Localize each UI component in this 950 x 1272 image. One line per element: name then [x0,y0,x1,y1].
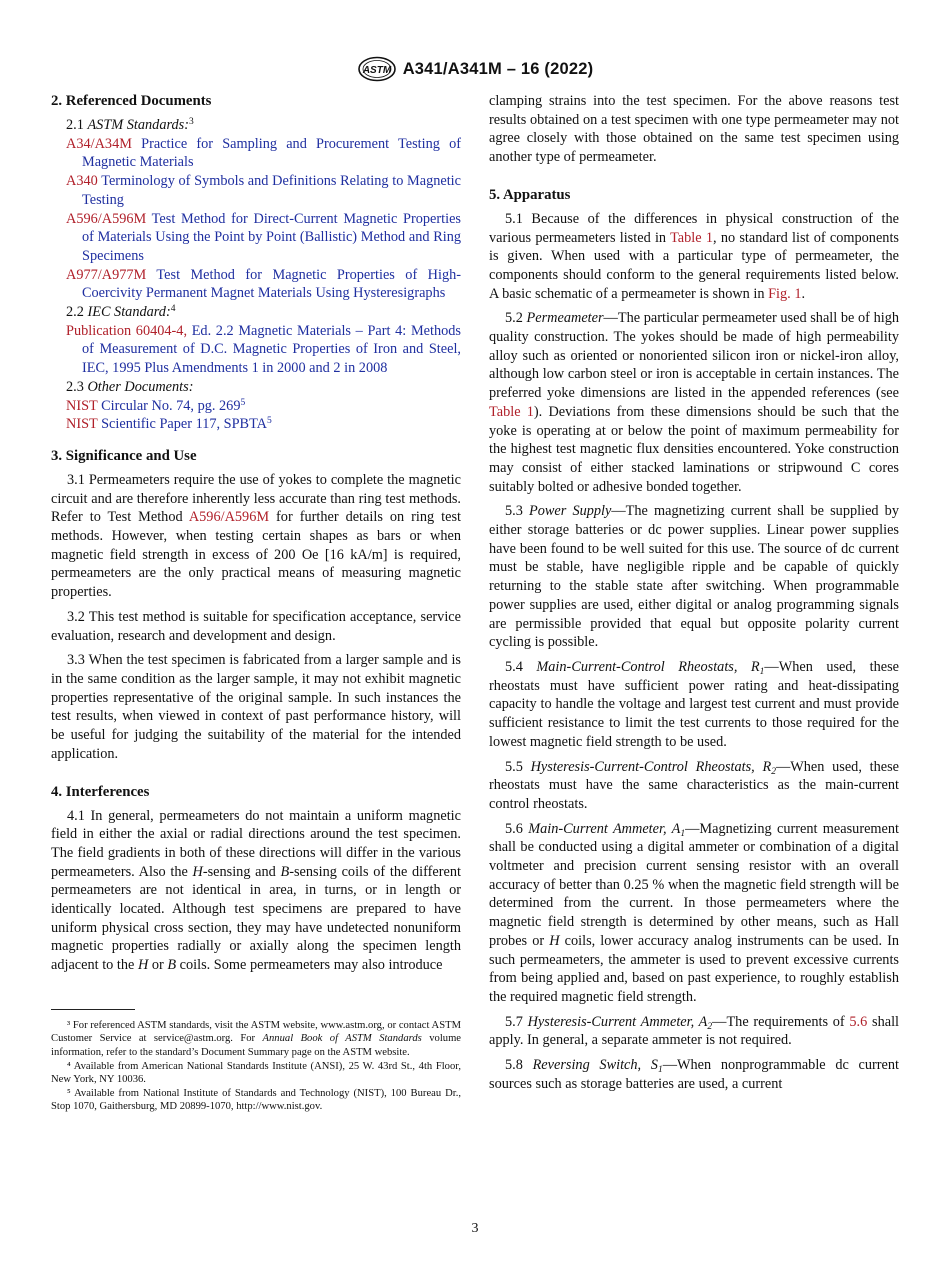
section-2-heading: 2. Referenced Documents [51,93,212,109]
astm-standards-label: 2.1 ASTM Standards:$^3$ [66,117,194,133]
paragraph-5-6: 5.6 Main-Current Ammeter, $A_1—Magnetizing$ current measurement shall be conducted using a digital ammeter or combination of a digital voltmeter and precision current sensing resistor with an overall accuracy of better than 0.25 % when the magnetic field strength will be determined from the current. In those permeameters where the magnetic field strength is determined by other means, such as Hall probes or H coils, lower accuracy analog instruments can be used. In such permeameters, the ammeter is used to prevent excessive currents from being applied and, based on past experience, to roughly establish the required magnetic field strength. [489,820,900,1005]
astm-logo-icon [357,56,397,82]
section-5-heading: 5. Apparatus [489,186,571,203]
reference-a34[interactable]: A34/A34M Practice for Sampling and Procurement Testing of Magnetic Materials [66,135,461,171]
paragraph-5-3: 5.3 Power Supply—The magnetizing current shall be supplied by either storage batteries or dc power supplies. Linear power supplies have been found to be well suited for this use. The source of dc current must be stable, have negligible ripple and be capable of quickly returning to the stable state after switching. When programmable power supplies are used, either digital or analog programming signals are permissible provided that equal but opposite polarity current cycling is possible. [489,503,899,651]
page-header [0,56,950,82]
document-designation: A341/A341M – 16 (2022) [402,59,594,78]
paragraph-4-1-continued: clamping strains into the test specimen. For the above reasons test results obtained on a test specimen with one type permeameter may not agree closely with those obtained on the same test specimen using another type of permeameter. [489,93,899,166]
paragraph-5-2: 5.2 Permeameter—The particular permeameter used shall be of high quality construction. The yokes should be made of high permeability alloy such as oriented or nonoriented silicon iron or nickel-iron alloy, although low carbon steel or iron is acceptable in certain instances. The preferred yoke dimensions are listed in the appended references (see Table 1). Deviations from these dimensions should be such that the yoke is operating at or below the point of maximum permeability for the highest test magnetic flux densities encountered. Yoke construction may consist of either stacked laminations or stripwound C cores suitably bolted or adhesive bonded together. [489,310,899,495]
paragraph-3-1: 3.1 Permeameters require the use of yokes to complete the magnetic circuit and are therefore inherently less accurate than ring test methods. Refer to Test Method A596/A596M for further details on ring test methods. However, when testing certain shapes as bars or when magnetic field strength in excess of 200 Oe [16 kA/m] is required, permeameters are the only practical means of measuring magnetic properties. [51,471,461,601]
reference-a596[interactable]: A596/A596M Test Method for Direct-Current Magnetic Properties of Materials Using the Point by Point (Ballistic) Method and Ring Specimens [66,210,461,264]
footnote-divider [51,1009,135,1010]
link-table-1[interactable]: Table 1 [670,229,713,246]
reference-a340[interactable]: A340 Terminology of Symbols and Definitions Relating to Magnetic Testing [66,173,461,208]
reference-nist-circular[interactable]: NIST Circular No. 74, pg. $269^5$ [66,397,246,414]
page-number: 3 [471,1221,479,1236]
svg-text:ASTM: ASTM [362,65,391,76]
paragraph-5-4: 5.4 Main-Current-Control Rheostats, $R_1—When$ used, these rheostats must have sufficient power rating and heat-dissipating capacity to handle the voltage and largest test current and must provide sufficient resistance to limit the test currents to those required for the lowest magnetic field strength to be used. [489,658,899,750]
left-column [51,92,461,1114]
paragraph-3-3: 3.3 When the test specimen is fabricated from a larger sample and is in the same condition as the larger sample, it may not exhibit magnetic properties representative of the original sample. In such instances the test results, when viewed in context of past performance history, will be useful for judging the suitability of the material for the intended application. [51,652,461,762]
paragraph-5-8: 5.8 Reversing Switch, $S_1—When$ nonprogrammable dc current sources such as storage batteries are used, a current [489,1057,899,1092]
iec-standard-label: 2.2 IEC Standard:$^4$ [66,304,176,321]
section-4-heading: 4. Interferences [51,783,150,800]
right-column [489,92,899,1099]
paragraph-5-7: 5.7 Hysteresis-Current Ammeter, $A_2—The$ requirements of 5.6 shall apply. In general, a separate ammeter is not required. [489,1013,900,1049]
paragraph-5-5: 5.5 Hysteresis-Current-Control Rheostats, $R_2—When$ used, these rheostats must have the same characteristics as the main-current control rheostats. [489,758,900,812]
other-documents-label: 2.3 Other Documents: [66,378,194,395]
link-table-1-b[interactable]: Table 1 [489,403,534,420]
paragraph-4-1: 4.1 In general, permeameters do not maintain a uniform magnetic field in either the axial or radial directions around the test specimen. The field gradients in both of these directions will differ in the various permeameters. Also the H-sensing and B-sensing coils of the different permeameters are not identical in area, in turns, or in length or identically located. Although test specimens are prepared to have uniform physical cross section, they may have undetected nonuniform magnetic properties radially or axially along the specimen length adjacent to the H or B coils. Some permeameters may also introduce [51,807,461,974]
footnote-5: ⁵ Available from National Institute of Standards and Technology (NIST), 100 Bureau Dr., Stop 1070, Gaithersburg, MD 20899-1070, http://www.nist.gov. [51,1087,461,1113]
footnote-3: ³ For referenced ASTM standards, visit the ASTM website, www.astm.org, or contact ASTM Customer Service at service@astm.org. For Annual Book of ASTM Standards volume information, refer to the standard’s Document Summary page on the ASTM website. [51,1019,462,1059]
reference-a977[interactable]: A977/A977M Test Method for Magnetic Properties of High-Coercivity Permanent Magnet Materials Using Hysteresigraphs [66,266,461,302]
paragraph-3-2: 3.2 This test method is suitable for specification acceptance, service evaluation, research and development and design. [51,608,461,644]
footnote-4: ⁴ Available from American National Standards Institute (ANSI), 25 W. 43rd St., 4th Floor, New York, NY 10036. [51,1060,461,1086]
link-fig-1[interactable]: Fig. 1 [768,285,802,302]
link-a596[interactable]: A596/A596M [188,509,270,526]
reference-nist-paper[interactable]: NIST Scientific Paper 117, SPBTA$^5$ [66,416,272,433]
link-5-6[interactable]: 5.6 [849,1013,868,1030]
section-3-heading: 3. Significance and Use [51,447,197,464]
paragraph-5-1: 5.1 Because of the differences in physical construction of the various permeameters listed in Table 1, no standard list of components is given. When used with a particular type of permeameter, the components should conform to the general requirements listed below. A basic schematic of a permeameter is shown in Fig. 1. [489,210,899,302]
reference-iec-60404-4[interactable]: Publication 60404-4, Ed. 2.2 Magnetic Materials – Part 4: Methods of Measurement of D.C. Magnetic Properties of Iron and Steel, IEC, 1995 Plus Amendments 1 in 2000 and 2 in 2008 [66,322,461,377]
